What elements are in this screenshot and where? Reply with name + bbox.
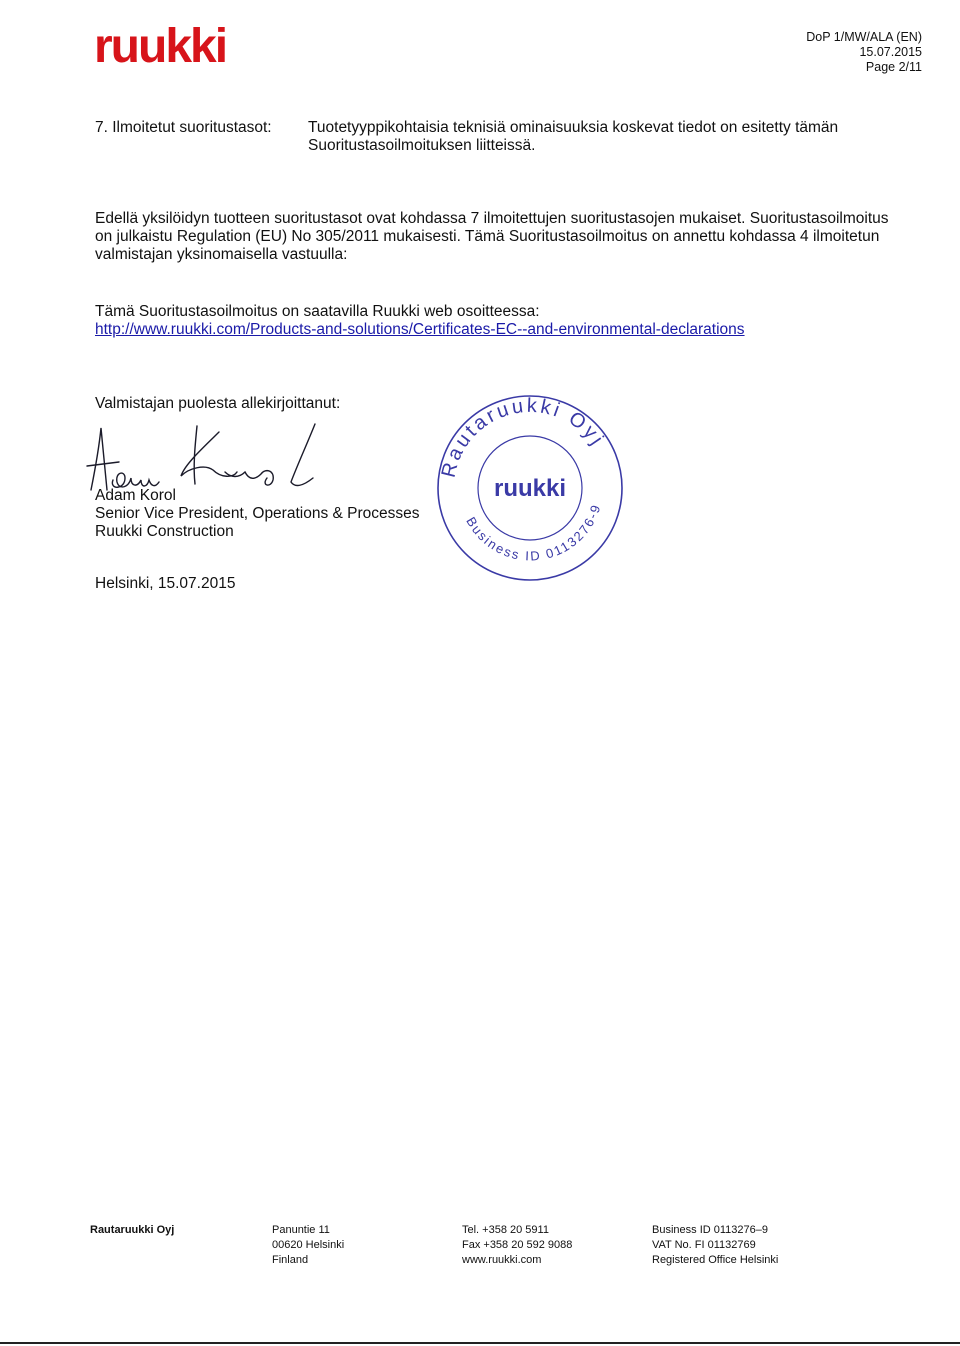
doc-date: 15.07.2015 xyxy=(859,45,922,59)
footer-website: www.ruukki.com xyxy=(462,1254,542,1266)
section-7-line: Tuotetyyppikohtaisia teknisiä ominaisuuksia koskevat tiedot on esitetty tämän xyxy=(308,119,839,136)
section-7-text xyxy=(308,119,838,155)
signatory-details xyxy=(95,487,420,541)
conformity-paragraph xyxy=(95,210,889,264)
signatory-title: Senior Vice President, Operations & Processes xyxy=(95,505,420,522)
footer-vat: VAT No. FI 01132769 xyxy=(652,1239,756,1251)
footer-registration xyxy=(652,1223,778,1268)
footer-address xyxy=(272,1223,344,1268)
paragraph-line: Edellä yksilöidyn tuotteen suoritustasot ovat kohdassa 7 ilmoitettujen suoritustasojen mukaiset. Suoritustasoilmoitus xyxy=(95,210,889,227)
footer-company: Rautaruukki Oyj xyxy=(90,1224,175,1236)
dop-code: DoP 1/MW/ALA (EN) xyxy=(806,30,922,44)
footer-address-line: 00620 Helsinki xyxy=(272,1239,345,1251)
svg-text:ruukki: ruukki xyxy=(493,475,567,502)
ruukki-logo xyxy=(94,24,274,70)
signed-by-heading: Valmistajan puolesta allekirjoittanut: xyxy=(95,395,341,412)
section-7-line: Suoritustasoilmoituksen liitteissä. xyxy=(308,137,536,154)
page-number: Page 2/11 xyxy=(865,60,922,74)
document-reference xyxy=(806,30,922,75)
signatory-unit: Ruukki Construction xyxy=(95,523,234,540)
signatory-name: Adam Korol xyxy=(95,487,176,504)
paragraph-line: valmistajan yksinomaisella vastuulla: xyxy=(95,246,348,263)
paragraph-line: on julkaistu Regulation (EU) No 305/2011 mukaisesti. Tämä Suoritustasoilmoitus on annettu kohdassa 4 ilmoitetun xyxy=(95,228,880,245)
place-and-date: Helsinki, 15.07.2015 xyxy=(95,575,236,592)
svg-text:Rautaruukki Oyj: Rautaruukki Oyj xyxy=(437,394,610,480)
svg-text:Business ID 0113276-9: Business ID 0113276-9 xyxy=(463,501,604,564)
footer-address-line: Finland xyxy=(272,1254,309,1266)
handwritten-signature xyxy=(85,420,325,495)
availability-paragraph xyxy=(95,303,745,339)
footer-fax: Fax +358 20 592 9088 xyxy=(462,1239,573,1251)
footer-registered-office: Registered Office Helsinki xyxy=(652,1254,779,1266)
bottom-rule xyxy=(0,1342,960,1344)
svg-text:ruukki: ruukki xyxy=(94,24,227,70)
section-7-label: 7. Ilmoitetut suoritustasot: xyxy=(95,119,272,136)
declarations-link[interactable]: http://www.ruukki.com/Products-and-solutions/Certificates-EC--and-environmental-declarations xyxy=(95,321,745,338)
footer-address-line: Panuntie 11 xyxy=(272,1224,330,1236)
company-stamp xyxy=(432,390,628,586)
footer-phone: Tel. +358 20 5911 xyxy=(462,1224,549,1236)
availability-line: Tämä Suoritustasoilmoitus on saatavilla Ruukki web osoitteessa: xyxy=(95,303,540,320)
footer-business-id: Business ID 0113276–9 xyxy=(652,1224,768,1236)
footer-contact xyxy=(462,1223,572,1268)
